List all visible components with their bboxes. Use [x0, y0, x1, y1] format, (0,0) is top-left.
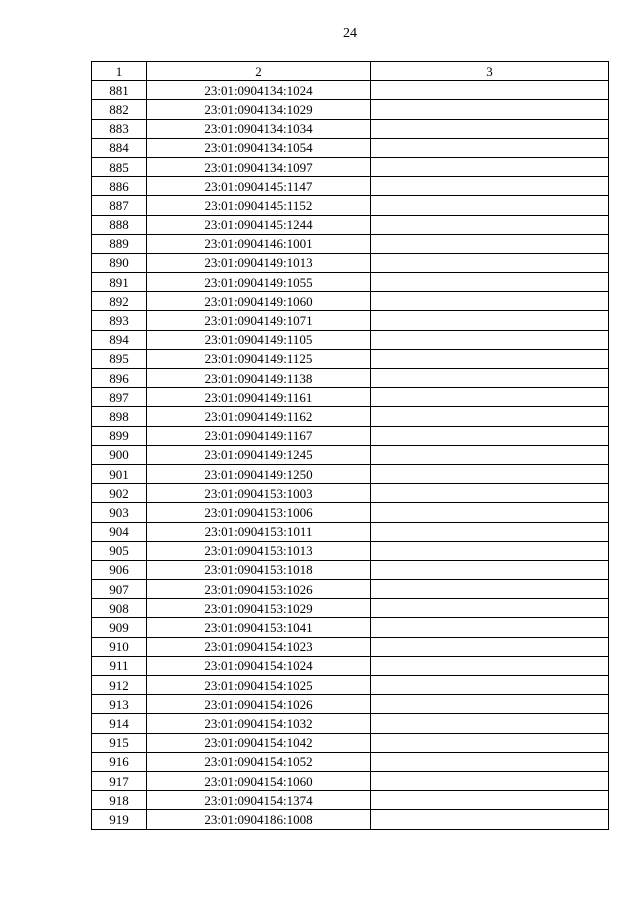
- table-row: [92, 560, 609, 579]
- cadastral-number-cell: 23:01:0904154:1023: [147, 637, 371, 656]
- row-number-cell: 892: [92, 292, 147, 311]
- cadastral-number-cell: 23:01:0904154:1042: [147, 733, 371, 752]
- table-row: [92, 771, 609, 790]
- row-number-cell: 914: [92, 714, 147, 733]
- cadastral-number-cell: 23:01:0904154:1052: [147, 752, 371, 771]
- cadastral-number-cell: 23:01:0904153:1003: [147, 484, 371, 503]
- table-body: [92, 62, 609, 830]
- cadastral-number-cell: 23:01:0904149:1125: [147, 349, 371, 368]
- table-row: [92, 138, 609, 157]
- row-number-cell: 897: [92, 388, 147, 407]
- table-row: [92, 810, 609, 829]
- cadastral-number-cell: 23:01:0904149:1167: [147, 426, 371, 445]
- row-number-cell: 919: [92, 810, 147, 829]
- row-number-cell: 907: [92, 580, 147, 599]
- note-cell: [371, 349, 609, 368]
- table-row: [92, 484, 609, 503]
- cadastral-number-cell: 23:01:0904153:1026: [147, 580, 371, 599]
- table-row: [92, 177, 609, 196]
- note-cell: [371, 791, 609, 810]
- note-cell: [371, 407, 609, 426]
- row-number-cell: 916: [92, 752, 147, 771]
- table-row: [92, 369, 609, 388]
- table-row: [92, 196, 609, 215]
- column-header-1: 1: [92, 62, 147, 81]
- note-cell: [371, 177, 609, 196]
- note-cell: [371, 618, 609, 637]
- note-cell: [371, 484, 609, 503]
- table-row: [92, 81, 609, 100]
- row-number-cell: 893: [92, 311, 147, 330]
- row-number-cell: 904: [92, 522, 147, 541]
- table-row: [92, 618, 609, 637]
- note-cell: [371, 464, 609, 483]
- cadastral-number-cell: 23:01:0904153:1006: [147, 503, 371, 522]
- table-row: [92, 100, 609, 119]
- table-row: [92, 119, 609, 138]
- note-cell: [371, 330, 609, 349]
- row-number-cell: 901: [92, 464, 147, 483]
- row-number-cell: 885: [92, 157, 147, 176]
- note-cell: [371, 369, 609, 388]
- row-number-cell: 884: [92, 138, 147, 157]
- note-cell: [371, 676, 609, 695]
- row-number-cell: 881: [92, 81, 147, 100]
- row-number-cell: 896: [92, 369, 147, 388]
- table-row: [92, 714, 609, 733]
- table-row: [92, 407, 609, 426]
- note-cell: [371, 81, 609, 100]
- cadastral-number-cell: 23:01:0904149:1138: [147, 369, 371, 388]
- cadastral-number-cell: 23:01:0904134:1029: [147, 100, 371, 119]
- cadastral-number-cell: 23:01:0904149:1245: [147, 445, 371, 464]
- cadastral-number-cell: 23:01:0904149:1162: [147, 407, 371, 426]
- table-row: [92, 311, 609, 330]
- cadastral-number-cell: 23:01:0904149:1161: [147, 388, 371, 407]
- note-cell: [371, 273, 609, 292]
- row-number-cell: 903: [92, 503, 147, 522]
- cadastral-number-cell: 23:01:0904153:1029: [147, 599, 371, 618]
- row-number-cell: 886: [92, 177, 147, 196]
- cadastral-number-cell: 23:01:0904134:1024: [147, 81, 371, 100]
- note-cell: [371, 119, 609, 138]
- row-number-cell: 910: [92, 637, 147, 656]
- cadastral-number-cell: 23:01:0904154:1060: [147, 771, 371, 790]
- note-cell: [371, 580, 609, 599]
- table-row: [92, 388, 609, 407]
- note-cell: [371, 695, 609, 714]
- cadastral-number-cell: 23:01:0904153:1011: [147, 522, 371, 541]
- cadastral-number-cell: 23:01:0904149:1250: [147, 464, 371, 483]
- note-cell: [371, 426, 609, 445]
- row-number-cell: 883: [92, 119, 147, 138]
- cadastral-number-cell: 23:01:0904134:1034: [147, 119, 371, 138]
- note-cell: [371, 138, 609, 157]
- note-cell: [371, 196, 609, 215]
- row-number-cell: 898: [92, 407, 147, 426]
- cadastral-number-cell: 23:01:0904145:1244: [147, 215, 371, 234]
- table-header-row: [92, 62, 609, 81]
- row-number-cell: 917: [92, 771, 147, 790]
- cadastral-number-cell: 23:01:0904154:1026: [147, 695, 371, 714]
- note-cell: [371, 637, 609, 656]
- table-row: [92, 292, 609, 311]
- table-row: [92, 464, 609, 483]
- cadastral-number-cell: 23:01:0904154:1374: [147, 791, 371, 810]
- note-cell: [371, 292, 609, 311]
- row-number-cell: 913: [92, 695, 147, 714]
- table-row: [92, 253, 609, 272]
- row-number-cell: 900: [92, 445, 147, 464]
- row-number-cell: 908: [92, 599, 147, 618]
- cadastral-number-cell: 23:01:0904154:1024: [147, 656, 371, 675]
- row-number-cell: 891: [92, 273, 147, 292]
- table-row: [92, 215, 609, 234]
- table-row: [92, 522, 609, 541]
- row-number-cell: 912: [92, 676, 147, 695]
- note-cell: [371, 656, 609, 675]
- row-number-cell: 911: [92, 656, 147, 675]
- note-cell: [371, 311, 609, 330]
- row-number-cell: 887: [92, 196, 147, 215]
- note-cell: [371, 714, 609, 733]
- column-header-3: 3: [371, 62, 609, 81]
- cadastral-number-cell: 23:01:0904153:1018: [147, 560, 371, 579]
- row-number-cell: 902: [92, 484, 147, 503]
- note-cell: [371, 234, 609, 253]
- table-row: [92, 791, 609, 810]
- cadastral-number-cell: 23:01:0904145:1147: [147, 177, 371, 196]
- cadastral-number-cell: 23:01:0904146:1001: [147, 234, 371, 253]
- cadastral-number-cell: 23:01:0904149:1055: [147, 273, 371, 292]
- cadastral-number-cell: 23:01:0904149:1013: [147, 253, 371, 272]
- cadastral-number-cell: 23:01:0904149:1071: [147, 311, 371, 330]
- note-cell: [371, 388, 609, 407]
- row-number-cell: 882: [92, 100, 147, 119]
- note-cell: [371, 445, 609, 464]
- row-number-cell: 890: [92, 253, 147, 272]
- table-row: [92, 733, 609, 752]
- cadastral-number-cell: 23:01:0904134:1097: [147, 157, 371, 176]
- row-number-cell: 918: [92, 791, 147, 810]
- table-row: [92, 656, 609, 675]
- cadastral-number-cell: 23:01:0904154:1032: [147, 714, 371, 733]
- table-row: [92, 330, 609, 349]
- note-cell: [371, 810, 609, 829]
- note-cell: [371, 215, 609, 234]
- note-cell: [371, 560, 609, 579]
- note-cell: [371, 771, 609, 790]
- cadastral-number-cell: 23:01:0904145:1152: [147, 196, 371, 215]
- cadastral-table: [91, 61, 609, 830]
- cadastral-number-cell: 23:01:0904149:1105: [147, 330, 371, 349]
- page-number: 24: [343, 26, 357, 41]
- table-row: [92, 599, 609, 618]
- row-number-cell: 899: [92, 426, 147, 445]
- table-row: [92, 157, 609, 176]
- table-row: [92, 426, 609, 445]
- note-cell: [371, 503, 609, 522]
- row-number-cell: 906: [92, 560, 147, 579]
- note-cell: [371, 733, 609, 752]
- cadastral-number-cell: 23:01:0904153:1013: [147, 541, 371, 560]
- note-cell: [371, 599, 609, 618]
- cadastral-number-cell: 23:01:0904149:1060: [147, 292, 371, 311]
- cadastral-number-cell: 23:01:0904186:1008: [147, 810, 371, 829]
- table-row: [92, 580, 609, 599]
- table-row: [92, 349, 609, 368]
- row-number-cell: 895: [92, 349, 147, 368]
- note-cell: [371, 522, 609, 541]
- note-cell: [371, 100, 609, 119]
- note-cell: [371, 541, 609, 560]
- row-number-cell: 905: [92, 541, 147, 560]
- cadastral-number-cell: 23:01:0904154:1025: [147, 676, 371, 695]
- table-row: [92, 445, 609, 464]
- note-cell: [371, 157, 609, 176]
- column-header-2: 2: [147, 62, 371, 81]
- row-number-cell: 915: [92, 733, 147, 752]
- table-row: [92, 541, 609, 560]
- cadastral-number-cell: 23:01:0904153:1041: [147, 618, 371, 637]
- row-number-cell: 889: [92, 234, 147, 253]
- table-row: [92, 234, 609, 253]
- note-cell: [371, 752, 609, 771]
- table-row: [92, 752, 609, 771]
- row-number-cell: 909: [92, 618, 147, 637]
- table-row: [92, 637, 609, 656]
- table-row: [92, 676, 609, 695]
- table-row: [92, 695, 609, 714]
- cadastral-number-cell: 23:01:0904134:1054: [147, 138, 371, 157]
- note-cell: [371, 253, 609, 272]
- row-number-cell: 894: [92, 330, 147, 349]
- table-row: [92, 503, 609, 522]
- row-number-cell: 888: [92, 215, 147, 234]
- table-row: [92, 273, 609, 292]
